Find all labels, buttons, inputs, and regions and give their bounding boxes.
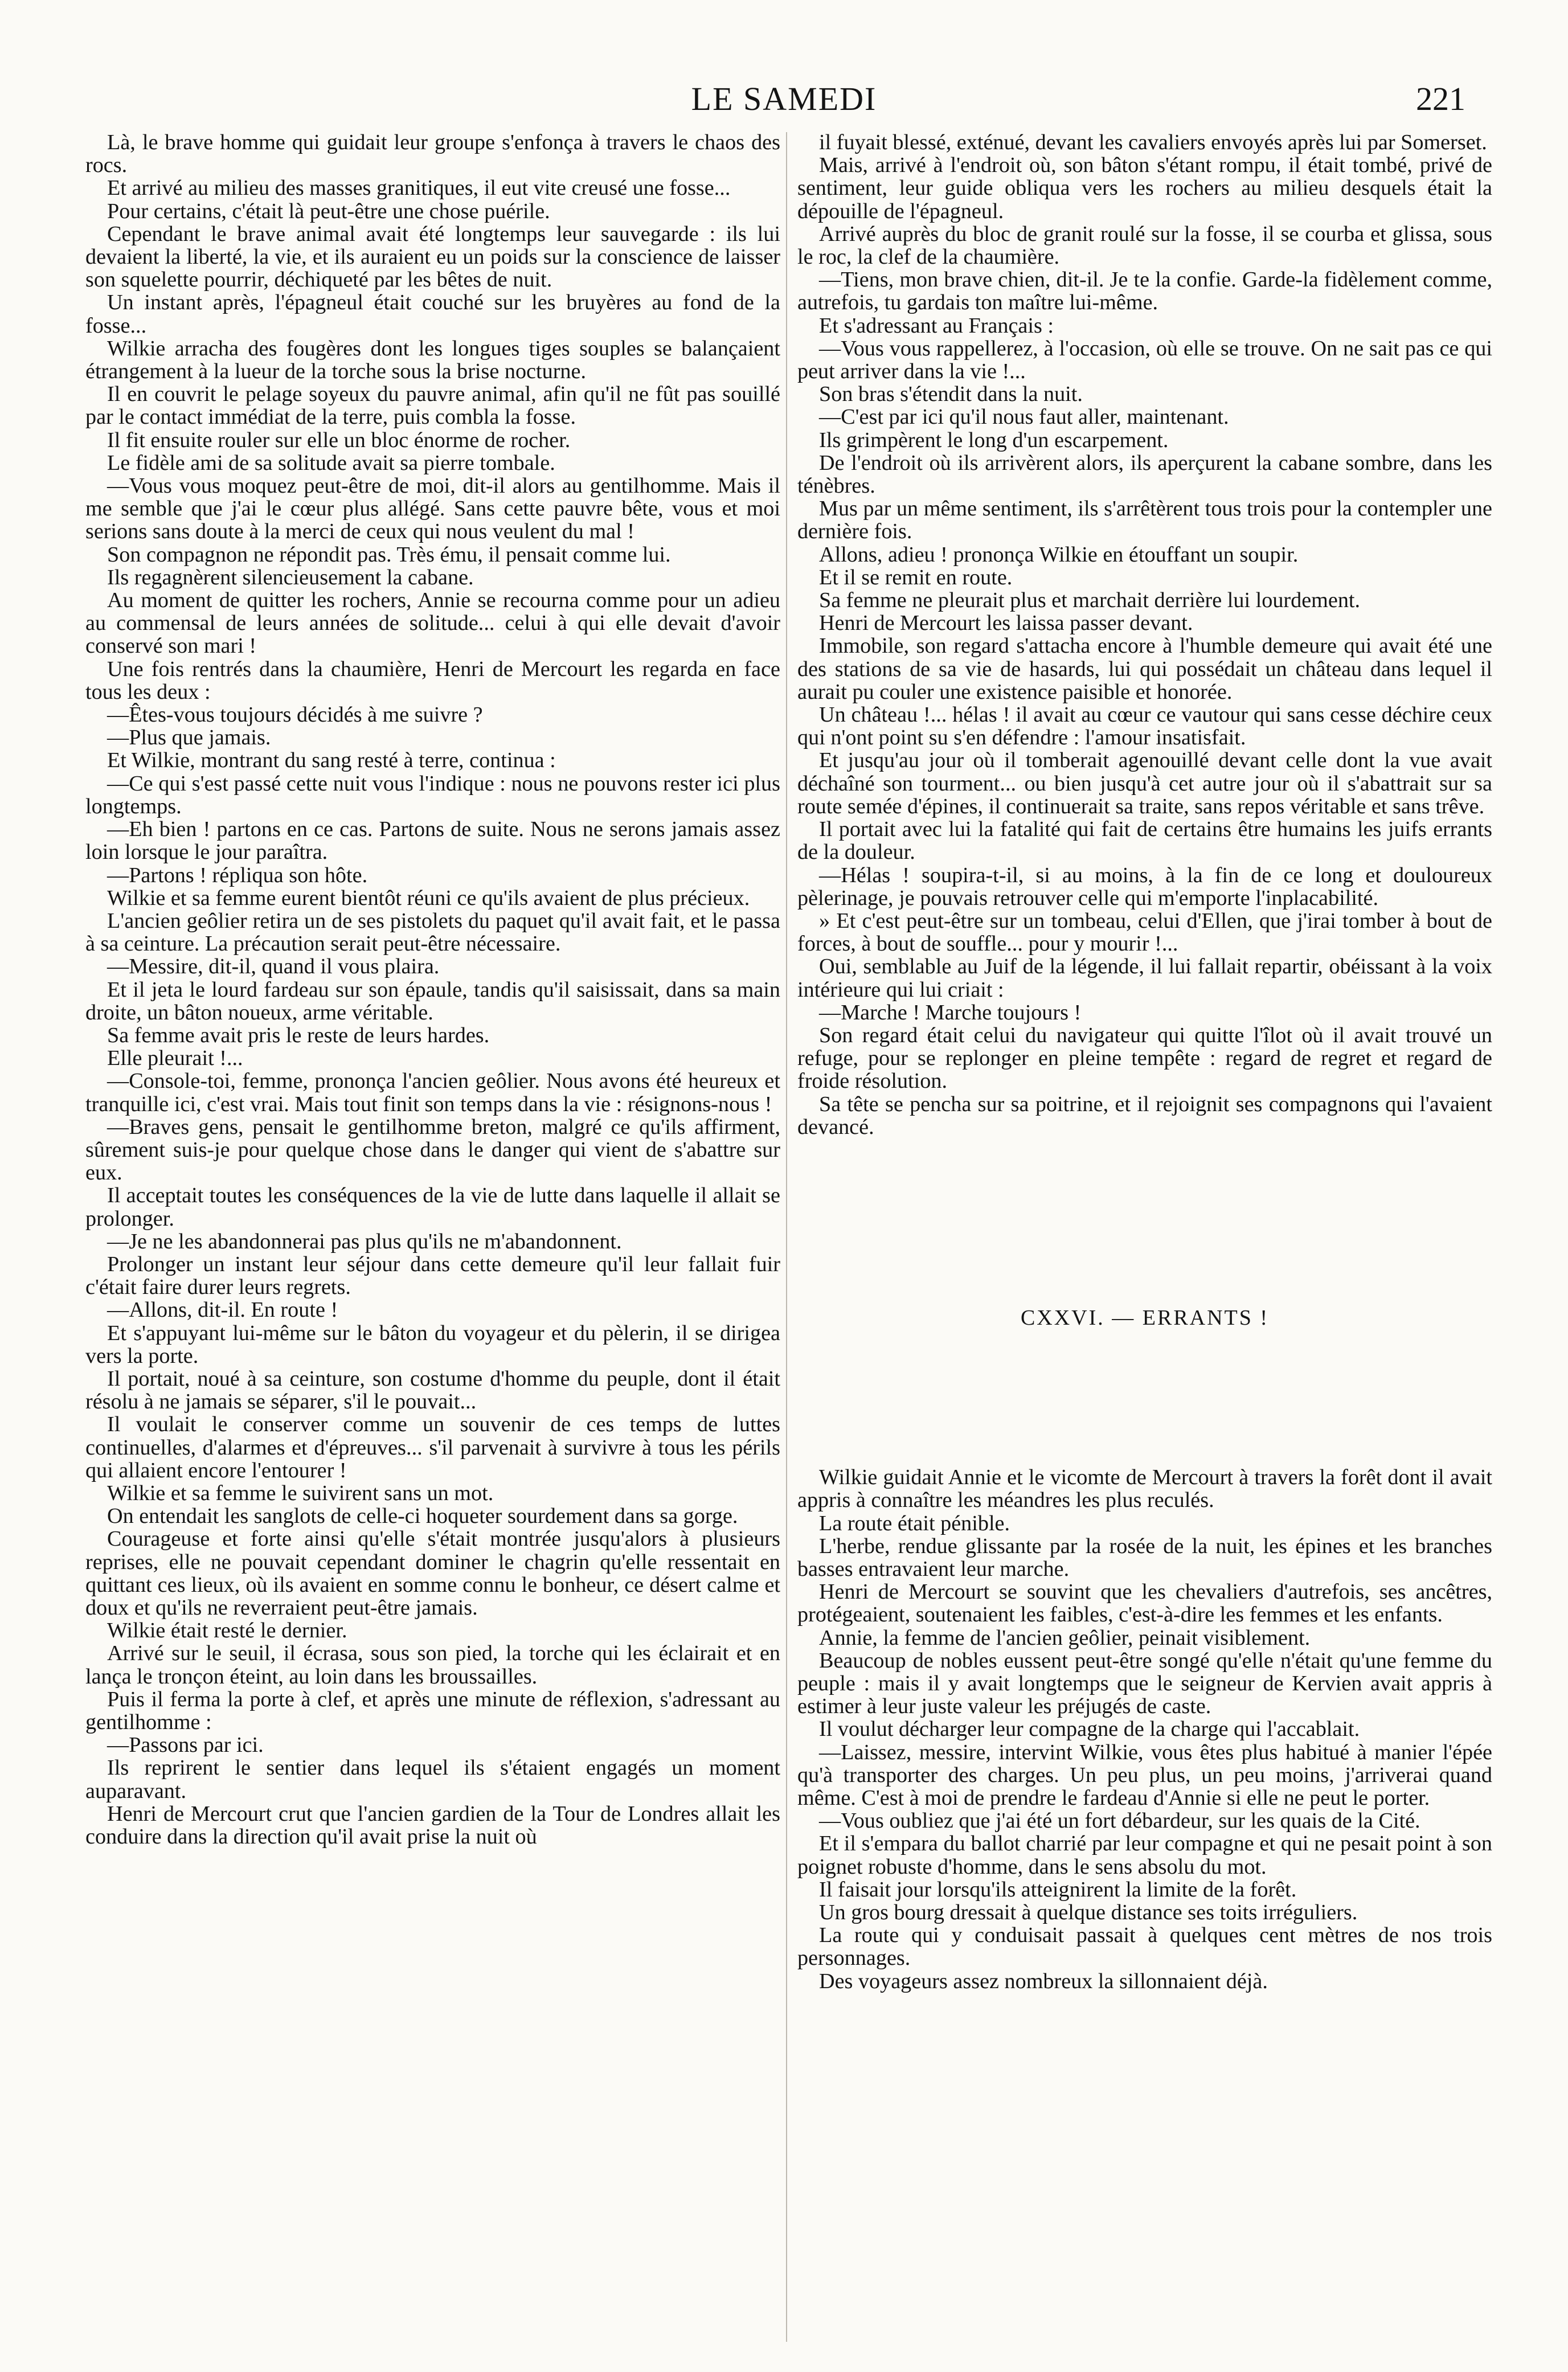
paragraph: La route était pénible. xyxy=(819,1511,1010,1535)
paragraph: Des voyageurs assez nombreux la sillonnaient déjà. xyxy=(819,1969,1268,1993)
paragraph: Son bras s'étendit dans la nuit. xyxy=(819,382,1083,407)
paragraph: Et s'appuyant lui-même sur le bâton du voyageur et du pèlerin, il se dirigea vers la porte. xyxy=(85,1321,780,1368)
paragraph: Arrivé auprès du bloc de granit roulé sur la fosse, il se courba et glissa, sous le roc, la clef de la chaumière. xyxy=(797,222,1492,269)
paragraph: Il voulut décharger leur compagne de la charge qui l'accablait. xyxy=(819,1717,1360,1742)
paragraph: L'herbe, rendue glissante par la rosée de la nuit, les épines et les branches basses entravaient leur marche. xyxy=(797,1534,1492,1581)
paragraph: Beaucoup de nobles eussent peut-être songé qu'elle n'était qu'une femme du peuple : mais il y avait longtemps que le seigneur de Kervien avait appris à estimer à leur juste valeur les préjugés de caste. xyxy=(797,1648,1492,1719)
paragraph: —Vous oubliez que j'ai été un fort débardeur, sur les quais de la Cité. xyxy=(819,1809,1420,1833)
paragraph: Un château !... hélas ! il avait au cœur ce vautour qui sans cesse déchire ceux qui n'ont point su s'en défendre : l'amour insatisfait. xyxy=(797,703,1492,750)
left-column xyxy=(85,131,780,1848)
right-column-top xyxy=(797,131,1492,1138)
paragraph: —Partons ! répliqua son hôte. xyxy=(107,863,368,887)
paragraph: Allons, adieu ! prononça Wilkie en étouffant un soupir. xyxy=(819,542,1299,567)
paragraph: Une fois rentrés dans la chaumière, Henri de Mercourt les regarda en face tous les deux : xyxy=(85,657,780,704)
paragraph: —Je ne les abandonnerai pas plus qu'ils ne m'abandonnent. xyxy=(107,1229,622,1253)
section-title: CXXVI. — ERRANTS ! xyxy=(1020,1305,1270,1330)
paragraph: Son compagnon ne répondit pas. Très ému, il pensait comme lui. xyxy=(107,542,671,567)
paragraph: Immobile, son regard s'attacha encore à l'humble demeure qui avait été une des stations de sa vie de hasards, lui qui possédait un château dans lequel il aurait pu couler une existence paisible et honorée. xyxy=(797,634,1492,704)
paragraph: Et il s'empara du ballot charrié par leur compagne et qui ne pesait point à son poignet robuste d'homme, dans le sens absolu du mot. xyxy=(797,1832,1492,1879)
paragraph: Oui, semblable au Juif de la légende, il lui fallait repartir, obéissant à la voix intérieure qui lui criait : xyxy=(797,954,1492,1002)
paragraph: —Plus que jamais. xyxy=(107,726,271,750)
paragraph: —Allons, dit-il. En route ! xyxy=(107,1298,338,1322)
paragraph: Il en couvrit le pelage soyeux du pauvre animal, afin qu'il ne fût pas souillé par le contact immédiat de la terre, puis combla la fosse. xyxy=(85,382,780,429)
paragraph: Cependant le brave animal avait été longtemps leur sauvegarde : ils lui devaient la liberté, la vie, et ils auraient eu un poids sur la conscience de laisser son squelette pourrir, déchiqueté par les bêtes de nuit. xyxy=(85,222,780,292)
paragraph: Courageuse et forte ainsi qu'elle s'était montrée jusqu'alors à plusieurs reprises, elle ne pouvait cependant dominer le chagrin qu'elle ressentait en quittant ces lieux, où ils avaient en somme connu le bonheur, ce désert calme et doux et qu'ils ne reverraient peut-être jamais. xyxy=(85,1527,780,1620)
paragraph: Sa tête se pencha sur sa poitrine, et il rejoignit ses compagnons qui l'avaient devancé. xyxy=(797,1092,1492,1139)
paragraph: Annie, la femme de l'ancien geôlier, peinait visiblement. xyxy=(819,1625,1311,1650)
paragraph: La route qui y conduisait passait à quelques cent mètres de nos trois personnages. xyxy=(797,1923,1492,1970)
section-spacer-bottom xyxy=(797,1329,1492,1466)
page-header xyxy=(0,80,1568,131)
paragraph: Un instant après, l'épagneul était couché sur les bruyères au fond de la fosse... xyxy=(85,290,780,338)
paragraph: —Tiens, mon brave chien, dit-il. Je te la confie. Garde-la fidèlement comme, autrefois, tu gardais ton maître lui-même. xyxy=(797,268,1492,315)
paragraph: Là, le brave homme qui guidait leur groupe s'enfonça à travers le chaos des rocs. xyxy=(85,130,780,178)
paragraph: Henri de Mercourt crut que l'ancien gardien de la Tour de Londres allait les conduire dans la direction qu'il avait prise la nuit où xyxy=(85,1801,780,1849)
paragraph: Puis il ferma la porte à clef, et après une minute de réflexion, s'adressant au gentilhomme : xyxy=(85,1687,780,1735)
paragraph: Mais, arrivé à l'endroit où, son bâton s'étant rompu, il était tombé, privé de sentiment, leur guide obliqua vers les rochers au milieu desquels était la dépouille de l'épagneul. xyxy=(797,153,1492,223)
paragraph: Et s'adressant au Français : xyxy=(819,313,1054,338)
paragraph: Pour certains, c'était là peut-être une chose puérile. xyxy=(107,199,550,223)
paragraph: Il voulait le conserver comme un souvenir de ces temps de luttes continuelles, d'alarmes et d'épreuves... s'il parvenait à survivre à tous les périls qui allaient encore l'entourer ! xyxy=(85,1412,780,1482)
paragraph: Arrivé sur le seuil, il écrasa, sous son pied, la torche qui les éclairait et en lança le tronçon éteint, au loin dans les broussailles. xyxy=(85,1641,780,1689)
right-column-bottom xyxy=(797,1466,1492,1993)
section-spacer-top xyxy=(797,1138,1492,1306)
journal-title: LE SAMEDI xyxy=(691,80,877,117)
paragraph: Henri de Mercourt les laissa passer devant. xyxy=(819,611,1193,636)
paragraph: Sa femme avait pris le reste de leurs hardes. xyxy=(107,1023,490,1047)
paragraph: Ils regagnèrent silencieusement la cabane. xyxy=(107,565,474,589)
column-divider xyxy=(786,132,787,2342)
paragraph: Il fit ensuite rouler sur elle un bloc énorme de rocher. xyxy=(107,428,571,452)
paragraph: De l'endroit où ils arrivèrent alors, ils aperçurent la cabane sombre, dans les ténèbres. xyxy=(797,450,1492,498)
paragraph: —Messire, dit-il, quand il vous plaira. xyxy=(107,954,440,979)
paragraph: Et jusqu'au jour où il tomberait agenouillé devant celle dont la vue avait déchaîné son tourment... ou bien jusqu'à cet autre jour où il s'abattrait sur sa route semée d'épines, il continuerait sa traite, sans repos véritable et sans trêve. xyxy=(797,748,1492,818)
paragraph: Wilkie arracha des fougères dont les longues tiges souples se balançaient étrangement à la lueur de la torche sous la brise nocturne. xyxy=(85,336,780,384)
paragraph: Et arrivé au milieu des masses granitiques, il eut vite creusé une fosse... xyxy=(107,176,731,200)
paragraph: —Eh bien ! partons en ce cas. Partons de suite. Nous ne serons jamais assez loin lorsque le jour paraîtra. xyxy=(85,817,780,865)
paragraph: L'ancien geôlier retira un de ses pistolets du paquet qu'il avait fait, et le passa à sa ceinture. La précaution serait peut-être nécessaire. xyxy=(85,908,780,956)
paragraph: —Êtes-vous toujours décidés à me suivre ? xyxy=(107,703,483,727)
paragraph: Wilkie et sa femme le suivirent sans un mot. xyxy=(107,1481,494,1505)
paragraph: Sa femme ne pleurait plus et marchait derrière lui lourdement. xyxy=(819,588,1361,613)
right-column xyxy=(797,131,1492,1993)
paragraph: Il acceptait toutes les conséquences de la vie de lutte dans laquelle il allait se prolonger. xyxy=(85,1183,780,1231)
paragraph: » Et c'est peut-être sur un tombeau, celui d'Ellen, que j'irai tomber à bout de forces, à bout de souffle... pour y mourir !... xyxy=(797,908,1492,956)
paragraph: —Passons par ici. xyxy=(107,1733,264,1758)
paragraph: On entendait les sanglots de celle-ci hoqueter sourdement dans sa gorge. xyxy=(107,1504,738,1529)
paragraph: —Marche ! Marche toujours ! xyxy=(819,1000,1082,1025)
paragraph: Son regard était celui du navigateur qui quitte l'îlot où il avait trouvé un refuge, pour se replonger en pleine tempête : regard de regret et regard de froide résolution. xyxy=(797,1023,1492,1093)
paragraph: —Hélas ! soupira-t-il, si au moins, à la fin de ce long et douloureux pèlerinage, je pouvais retrouver celle qui m'emporte l'inplacabilité. xyxy=(797,863,1492,910)
paragraph: Il portait avec lui la fatalité qui fait de certains être humains les juifs errants de la douleur. xyxy=(797,817,1492,865)
paragraph: Au moment de quitter les rochers, Annie se recourna comme pour un adieu au commensal de leurs années de solitude... celui à qui elle devait d'avoir conservé son mari ! xyxy=(85,588,780,658)
paragraph: Le fidèle ami de sa solitude avait sa pierre tombale. xyxy=(107,450,555,475)
paragraph: Mus par un même sentiment, ils s'arrêtèrent tous trois pour la contempler une dernière fois. xyxy=(797,497,1492,544)
paragraph: Et il jeta le lourd fardeau sur son épaule, tandis qu'il saisissait, dans sa main droite, un bâton noueux, arme véritable. xyxy=(85,977,780,1025)
paragraph: Prolonger un instant leur séjour dans cette demeure qu'il leur fallait fuir c'était faire durer leurs regrets. xyxy=(85,1252,780,1300)
paragraph: Wilkie était resté le dernier. xyxy=(107,1619,347,1643)
paragraph: Il portait, noué à sa ceinture, son costume d'homme du peuple, dont il était résolu à ne jamais se séparer, s'il le pouvait... xyxy=(85,1366,780,1414)
paragraph: —Vous vous rappellerez, à l'occasion, où elle se trouve. On ne sait pas ce qui peut arriver dans la vie !... xyxy=(797,336,1492,384)
paragraph: Il faisait jour lorsqu'ils atteignirent la limite de la forêt. xyxy=(819,1877,1297,1902)
paragraph: —C'est par ici qu'il nous faut aller, maintenant. xyxy=(819,405,1229,429)
paragraph: —Braves gens, pensait le gentilhomme breton, malgré ce qu'ils affirment, sûrement suis-je pour quelque chose dans le danger qui vient de s'abattre sur eux. xyxy=(85,1115,780,1185)
paragraph: Elle pleurait !... xyxy=(107,1046,243,1071)
paragraph: Ils grimpèrent le long d'un escarpement. xyxy=(819,428,1169,452)
paragraph: Henri de Mercourt se souvint que les chevaliers d'autrefois, ses ancêtres, protégeaient, soutenaient les faibles, c'est-à-dire les femmes et les enfants. xyxy=(797,1580,1492,1627)
paragraph: il fuyait blessé, exténué, devant les cavaliers envoyés après lui par Somerset. xyxy=(819,130,1487,154)
page-number: 221 xyxy=(1416,80,1465,117)
paragraph: Wilkie guidait Annie et le vicomte de Mercourt à travers la forêt dont il avait appris à connaître les méandres les plus reculés. xyxy=(797,1465,1492,1513)
paragraph: —Vous vous moquez peut-être de moi, dit-il alors au gentilhomme. Mais il me semble que j'ai le cœur plus allégé. Sans cette pauvre bête, vous et moi serions sans doute à la merci de ceux qui nous veulent du mal ! xyxy=(85,474,780,544)
paragraph: —Console-toi, femme, prononça l'ancien geôlier. Nous avons été heureux et tranquille ici, c'est vrai. Mais tout finit son temps dans la vie : résignons-nous ! xyxy=(85,1069,780,1116)
paragraph: Ils reprirent le sentier dans lequel ils s'étaient engagés un moment auparavant. xyxy=(85,1756,780,1803)
paragraph: —Laissez, messire, intervint Wilkie, vous êtes plus habitué à manier l'épée qu'à transporter des charges. Un peu plus, un peu moins, j'arriverai quand même. C'est à moi de prendre le fardeau d'Annie si elle ne peut le porter. xyxy=(797,1740,1492,1810)
paragraph: Un gros bourg dressait à quelque distance ses toits irréguliers. xyxy=(819,1900,1358,1924)
paragraph: —Ce qui s'est passé cette nuit vous l'indique : nous ne pouvons rester ici plus longtemps. xyxy=(85,771,780,818)
paragraph: Et Wilkie, montrant du sang resté à terre, continua : xyxy=(107,748,556,773)
paragraph: Wilkie et sa femme eurent bientôt réuni ce qu'ils avaient de plus précieux. xyxy=(107,886,750,910)
paragraph: Et il se remit en route. xyxy=(819,565,1013,589)
